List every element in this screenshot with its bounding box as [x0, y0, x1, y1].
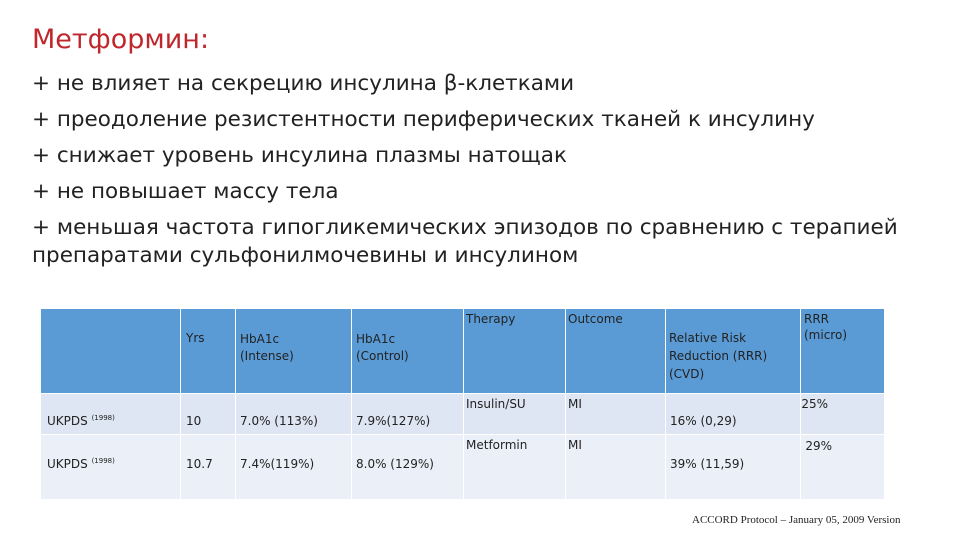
cell-yrs: 10 — [186, 414, 202, 428]
header-cell-empty — [41, 309, 181, 394]
bullet-item: + преодоление резистентности периферических тканей к инсулину — [32, 107, 815, 132]
cell-rrr-cvd: 39% (11,59) — [670, 457, 745, 471]
cell-rrr-micro: 25% — [801, 397, 828, 411]
bullet-item: + не повышает массу тела — [32, 179, 339, 204]
study-name: UKPDS $^{(1998)}$ — [47, 457, 115, 471]
cell-outcome: MI — [568, 438, 582, 452]
table-row — [41, 394, 885, 435]
bullet-item: + меньшая частота гипогликемических эпизодов по сравнению с терапией препаратами сульфонилмочевины и инсулином — [32, 215, 898, 268]
table-cell — [464, 394, 566, 435]
table-row — [41, 435, 885, 500]
table-cell — [352, 435, 464, 500]
table-cell — [41, 394, 181, 435]
table-cell — [801, 435, 885, 500]
header-cell — [236, 309, 352, 394]
cell-rrr-micro: 29% — [805, 439, 832, 453]
header-rrr-micro: RRR (micro) — [804, 312, 847, 342]
table-cell — [801, 394, 885, 435]
header-hba1c-control: HbA1c (Control) — [356, 332, 409, 363]
bullet-item: + не влияет на секрецию инсулина β-клетками — [32, 71, 575, 96]
table-cell — [566, 435, 666, 500]
header-therapy: Therapy — [466, 312, 516, 326]
cell-therapy: Insulin/SU — [466, 397, 526, 411]
header-cell — [666, 309, 801, 394]
header-cell — [181, 309, 236, 394]
cell-hba1c-control: 8.0% (129%) — [356, 457, 434, 471]
header-cell — [566, 309, 666, 394]
header-yrs: Yrs — [186, 331, 205, 345]
bullet-item: + снижает уровень инсулина плазмы натощак — [32, 143, 567, 168]
table-cell — [41, 435, 181, 500]
table-cell — [464, 435, 566, 500]
header-outcome: Outcome — [568, 312, 623, 326]
table-header-row — [41, 309, 885, 394]
header-cell — [464, 309, 566, 394]
table-cell — [666, 394, 801, 435]
cell-hba1c-intense: 7.4%(119%) — [240, 457, 315, 471]
table-cell — [666, 435, 801, 500]
header-cell — [352, 309, 464, 394]
study-table — [40, 308, 884, 501]
cell-hba1c-intense: 7.0% (113%) — [240, 414, 318, 428]
bullet-list — [32, 66, 944, 270]
cell-rrr-cvd: 16% (0,29) — [670, 414, 737, 428]
study-name: UKPDS $^{(1998)}$ — [47, 414, 115, 428]
table-cell — [352, 394, 464, 435]
header-cell — [801, 309, 885, 394]
header-rrr-cvd: Relative Risk Reduction (RRR) (CVD) — [669, 331, 768, 381]
source-footnote: ACCORD Protocol – January 05, 2009 Version — [692, 514, 901, 526]
header-hba1c-intense: HbA1c (Intense) — [240, 332, 294, 363]
cell-hba1c-control: 7.9%(127%) — [356, 414, 431, 428]
slide-title: Метформин: — [32, 24, 210, 55]
table-cell — [236, 394, 352, 435]
table-cell — [236, 435, 352, 500]
table-cell — [566, 394, 666, 435]
cell-therapy: Metformin — [466, 438, 528, 452]
results-table — [40, 308, 885, 500]
cell-yrs: 10.7 — [186, 457, 213, 471]
table-cell — [181, 394, 236, 435]
cell-outcome: MI — [568, 397, 582, 411]
table-cell — [181, 435, 236, 500]
